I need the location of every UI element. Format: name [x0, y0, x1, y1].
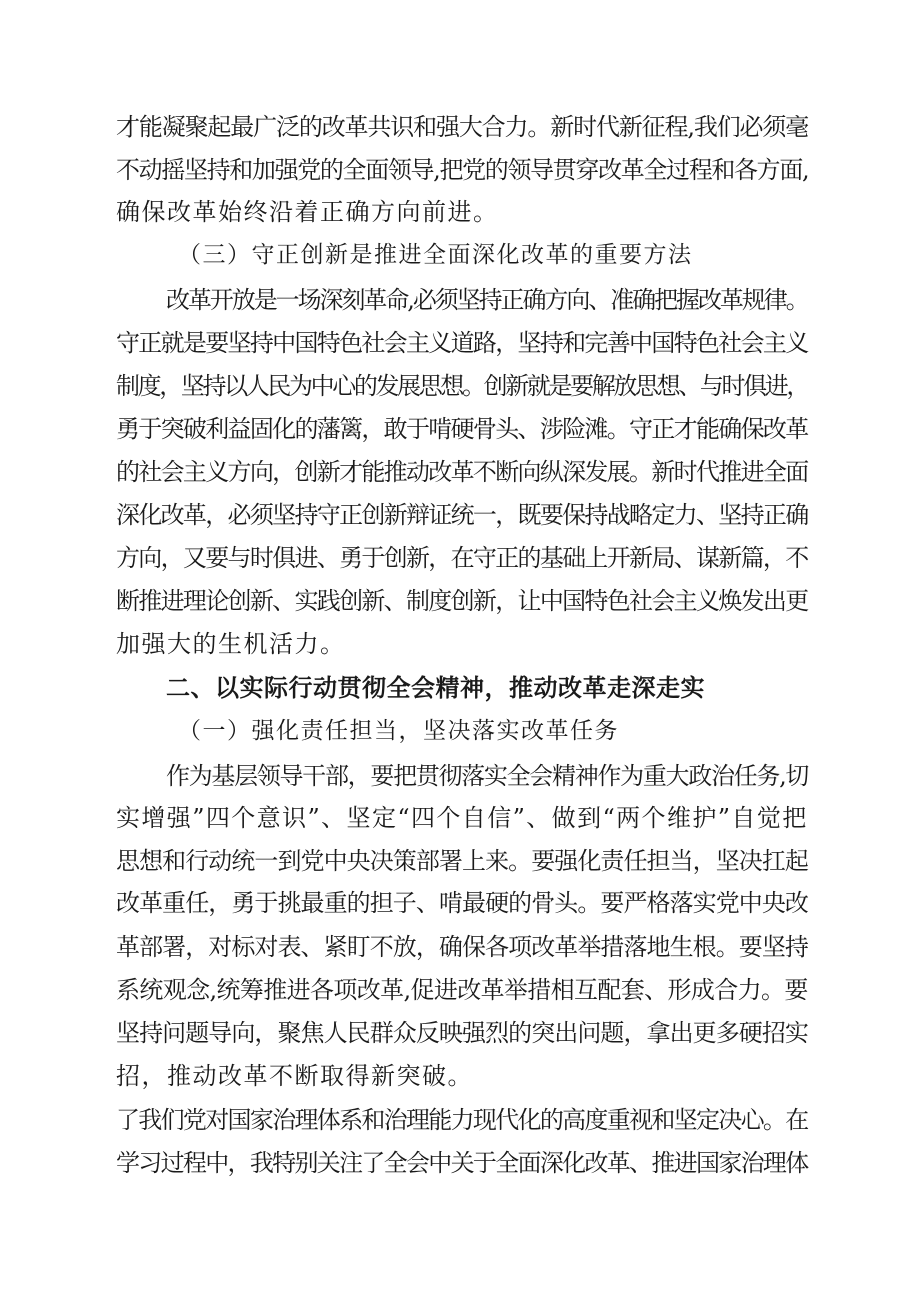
section-heading: （三）守正创新是推进全面深化改革的重要方法	[178, 242, 693, 268]
section-heading: （一）强化责任担当，坚决落实改革任务	[178, 718, 619, 744]
paragraph-line: 学习过程中，我特别关注了全会中关于全面深化改革、推进国家治理体	[116, 1149, 808, 1177]
chapter-heading: 二、以实际行动贯彻全会精神，推动改革走深走实	[166, 674, 705, 702]
paragraph-line: 坚持问题导向，聚焦人民群众反映强烈的突出问题，拿出更多硬招实	[116, 1019, 808, 1047]
paragraph-line: 加强大的生机活力。	[116, 630, 346, 658]
paragraph-line: 方向，又要与时俱进、勇于创新，在守正的基础上开新局、谋新篇，不	[116, 544, 808, 572]
paragraph-line: 断推进理论创新、实践创新、制度创新，让中国特色社会主义焕发出更	[116, 587, 808, 615]
paragraph-line: 不动摇坚持和加强党的全面领导,把党的领导贯穿改革全过程和各方面,	[116, 156, 809, 184]
paragraph-line: 作为基层领导干部，要把贯彻落实全会精神作为重大政治任务,切	[166, 762, 809, 790]
paragraph-line: 招，推动改革不断取得新突破。	[116, 1062, 473, 1090]
paragraph-line: 实增强”四个意识”、坚定“四个自信”、做到“两个维护”自觉把	[116, 804, 808, 832]
paragraph-line: 的社会主义方向，创新才能推动改革不断向纵深发展。新时代推进全面	[116, 458, 808, 486]
paragraph-line: 守正就是要坚持中国特色社会主义道路，坚持和完善中国特色社会主义	[116, 329, 808, 357]
paragraph-line: 了我们党对国家治理体系和治理能力现代化的高度重视和坚定决心。在	[116, 1106, 808, 1134]
paragraph-line: 确保改革始终沿着正确方向前进。	[116, 198, 499, 226]
paragraph-line: 制度，坚持以人民为中心的发展思想。创新就是要解放思想、与时俱进，	[116, 372, 808, 400]
paragraph-line: 才能凝聚起最广泛的改革共识和强大合力。新时代新征程,我们必须毫	[116, 113, 809, 141]
paragraph-line: 改革开放是一场深刻革命,必须坚持正确方向、准确把握改革规律。	[166, 286, 808, 314]
paragraph-line: 改革重任，勇于挑最重的担子、啃最硬的骨头。要严格落实党中央改	[116, 889, 808, 917]
paragraph-line: 思想和行动统一到党中央决策部署上来。要强化责任担当，坚决扛起	[116, 847, 808, 875]
paragraph-line: 深化改革，必须坚持守正创新辩证统一，既要保持战略定力、坚持正确	[116, 501, 808, 529]
paragraph-line: 勇于突破利益固化的藩篱，敢于啃硬骨头、涉险滩。守正才能确保改革	[116, 415, 808, 443]
paragraph-line: 革部署，对标对表、紧盯不放，确保各项改革举措落地生根。要坚持	[116, 933, 808, 961]
paragraph-line: 系统观念,统筹推进各项改革,促进改革举措相互配套、形成合力。要	[116, 976, 808, 1004]
